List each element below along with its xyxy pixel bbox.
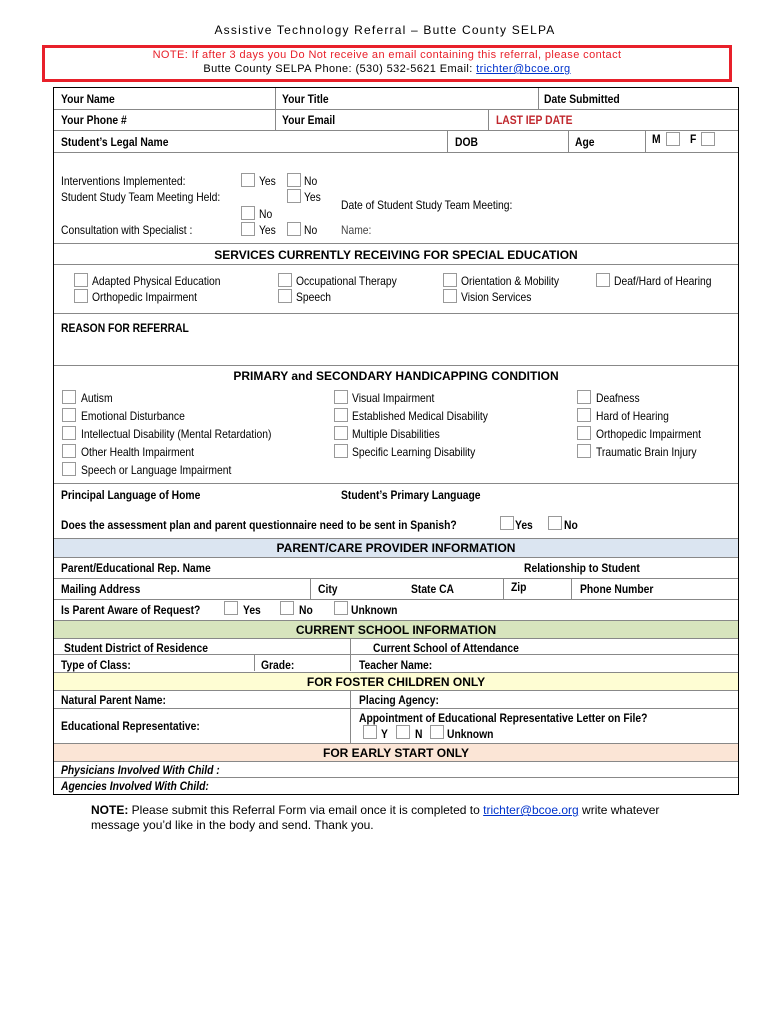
consultation-yes-checkbox[interactable] <box>241 222 255 236</box>
spanish-no-label: No <box>564 518 578 532</box>
parent-aware-yes-label: Yes <box>243 603 261 617</box>
district-of-residence-field[interactable]: Student District of Residence <box>64 641 208 655</box>
appointment-unknown-checkbox[interactable] <box>430 725 444 739</box>
service-ape-label: Adapted Physical Education <box>92 274 221 288</box>
dob-field[interactable]: DOB <box>455 135 478 149</box>
consultation-label: Consultation with Specialist : <box>61 223 193 237</box>
reason-for-referral-field[interactable]: REASON FOR REFERRAL <box>61 321 189 335</box>
female-checkbox[interactable] <box>701 132 715 146</box>
age-field[interactable]: Age <box>575 135 595 149</box>
referral-form <box>53 87 739 795</box>
city-field[interactable]: City <box>318 582 338 596</box>
last-iep-date-field[interactable]: LAST IEP DATE <box>496 113 573 127</box>
service-dhh-label: Deaf/Hard of Hearing <box>614 274 712 288</box>
sst-no-label: No <box>259 207 273 221</box>
handicap-hoh-checkbox[interactable] <box>577 408 591 422</box>
male-label: M <box>652 132 661 146</box>
your-title-field[interactable]: Your Title <box>282 92 329 106</box>
service-speech-checkbox[interactable] <box>278 289 292 303</box>
phone-number-field[interactable]: Phone Number <box>580 582 654 596</box>
service-speech-label: Speech <box>296 290 332 304</box>
footer-note <box>91 803 711 833</box>
parent-aware-unknown-checkbox[interactable] <box>334 601 348 615</box>
consultation-name-field[interactable]: Name: <box>341 223 372 237</box>
consultation-no-label: No <box>304 223 318 237</box>
handicap-sld-label: Specific Learning Disability <box>352 445 476 459</box>
contact-note <box>42 45 732 82</box>
school-header: CURRENT SCHOOL INFORMATION <box>295 623 497 637</box>
service-ot-label: Occupational Therapy <box>296 274 397 288</box>
handicap-oi-checkbox[interactable] <box>577 426 591 440</box>
spanish-no-checkbox[interactable] <box>548 516 562 530</box>
interventions-label: Interventions Implemented: <box>61 174 186 188</box>
appointment-y-checkbox[interactable] <box>363 725 377 739</box>
service-ortho-checkbox[interactable] <box>74 289 88 303</box>
type-of-class-field[interactable]: Type of Class: <box>61 658 131 672</box>
handicap-emd-label: Established Medical Disability <box>352 409 488 423</box>
school-of-attendance-field[interactable]: Current School of Attendance <box>373 641 519 655</box>
parent-aware-no-checkbox[interactable] <box>280 601 294 615</box>
handicap-vi-label: Visual Impairment <box>352 391 435 405</box>
grade-field[interactable]: Grade: <box>261 658 295 672</box>
placing-agency-field[interactable]: Placing Agency: <box>359 693 439 707</box>
note-line-1: NOTE: If after 3 days you Do Not receive an email containing this referral, please contact <box>152 49 622 61</box>
handicap-ohi-checkbox[interactable] <box>62 444 76 458</box>
handicap-header: PRIMARY and SECONDARY HANDICAPPING CONDITION <box>233 369 559 383</box>
handicap-oi-label: Orthopedic Impairment <box>596 427 701 441</box>
handicap-md-checkbox[interactable] <box>334 426 348 440</box>
handicap-id-label: Intellectual Disability (Mental Retardation) <box>81 427 272 441</box>
footer-note-label: NOTE: <box>91 803 129 817</box>
handicap-hoh-label: Hard of Hearing <box>596 409 669 423</box>
handicap-sli-checkbox[interactable] <box>62 462 76 476</box>
student-legal-name-field[interactable]: Student’s Legal Name <box>61 135 169 149</box>
handicap-emd-checkbox[interactable] <box>334 408 348 422</box>
date-submitted-field[interactable]: Date Submitted <box>544 92 620 106</box>
natural-parent-field[interactable]: Natural Parent Name: <box>61 693 166 707</box>
parent-rep-name-field[interactable]: Parent/Educational Rep. Name <box>61 561 211 575</box>
foster-header: FOR FOSTER CHILDREN ONLY <box>306 675 486 689</box>
sst-no-checkbox[interactable] <box>241 206 255 220</box>
appointment-question: Appointment of Educational Representative Letter on File? <box>359 711 648 725</box>
interventions-yes-label: Yes <box>259 174 276 188</box>
handicap-sld-checkbox[interactable] <box>334 444 348 458</box>
principal-language-field[interactable]: Principal Language of Home <box>61 488 201 502</box>
sst-date-field[interactable]: Date of Student Study Team Meeting: <box>341 198 513 212</box>
handicap-deaf-checkbox[interactable] <box>577 390 591 404</box>
state-field[interactable]: State CA <box>411 582 455 596</box>
handicap-deaf-label: Deafness <box>596 391 640 405</box>
parent-aware-unknown-label: Unknown <box>351 603 398 617</box>
handicap-id-checkbox[interactable] <box>62 426 76 440</box>
appointment-n-label: N <box>415 727 423 741</box>
service-ape-checkbox[interactable] <box>74 273 88 287</box>
parent-aware-question: Is Parent Aware of Request? <box>61 603 201 617</box>
consultation-no-checkbox[interactable] <box>287 222 301 236</box>
early-start-header: FOR EARLY START ONLY <box>322 746 470 760</box>
note-email-link[interactable]: trichter@bcoe.org <box>476 63 571 75</box>
handicap-sli-label: Speech or Language Impairment <box>81 463 232 477</box>
parent-aware-no-label: No <box>299 603 313 617</box>
educational-representative-field[interactable]: Educational Representative: <box>61 719 200 733</box>
service-om-checkbox[interactable] <box>443 273 457 287</box>
appointment-n-checkbox[interactable] <box>396 725 410 739</box>
handicap-ohi-label: Other Health Impairment <box>81 445 194 459</box>
interventions-no-checkbox[interactable] <box>287 173 301 187</box>
teacher-name-field[interactable]: Teacher Name: <box>359 658 433 672</box>
male-checkbox[interactable] <box>666 132 680 146</box>
services-header: SERVICES CURRENTLY RECEIVING FOR SPECIAL EDUCATION <box>214 248 578 262</box>
service-vision-label: Vision Services <box>461 290 532 304</box>
consultation-yes-label: Yes <box>259 223 276 237</box>
handicap-autism-checkbox[interactable] <box>62 390 76 404</box>
interventions-no-label: No <box>304 174 318 188</box>
parent-header: PARENT/CARE PROVIDER INFORMATION <box>276 541 516 555</box>
spanish-yes-label: Yes <box>515 518 533 532</box>
handicap-vi-checkbox[interactable] <box>334 390 348 404</box>
service-ot-checkbox[interactable] <box>278 273 292 287</box>
zip-field[interactable]: Zip <box>511 580 527 594</box>
handicap-tbi-label: Traumatic Brain Injury <box>596 445 697 459</box>
mailing-address-field[interactable]: Mailing Address <box>61 582 141 596</box>
handicap-tbi-checkbox[interactable] <box>577 444 591 458</box>
physicians-field[interactable]: Physicians Involved With Child : <box>61 763 220 777</box>
sst-yes-checkbox[interactable] <box>287 189 301 203</box>
sst-yes-label: Yes <box>304 190 321 204</box>
appointment-y-label: Y <box>381 727 388 741</box>
note-contact-text: Butte County SELPA Phone: (530) 532-5621 Email: <box>203 63 477 75</box>
service-om-label: Orientation & Mobility <box>461 274 560 288</box>
handicap-ed-checkbox[interactable] <box>62 408 76 422</box>
footer-email-link[interactable]: trichter@bcoe.org <box>483 803 579 817</box>
footer-text-1: Please submit this Referral Form via email once it is completed to <box>128 803 484 817</box>
handicap-ed-label: Emotional Disturbance <box>81 409 185 423</box>
handicap-md-label: Multiple Disabilities <box>352 427 440 441</box>
your-email-field[interactable]: Your Email <box>282 113 336 127</box>
female-label: F <box>690 132 697 146</box>
note-line-2 <box>45 62 729 76</box>
parent-aware-yes-checkbox[interactable] <box>224 601 238 615</box>
interventions-yes-checkbox[interactable] <box>241 173 255 187</box>
service-ortho-label: Orthopedic Impairment <box>92 290 197 304</box>
relationship-field[interactable]: Relationship to Student <box>524 561 640 575</box>
spanish-yes-checkbox[interactable] <box>500 516 514 530</box>
agencies-field[interactable]: Agencies Involved With Child: <box>61 779 209 793</box>
page-title: Assistive Technology Referral – Butte County SELPA <box>214 23 556 37</box>
appointment-unknown-label: Unknown <box>447 727 494 741</box>
student-language-field[interactable]: Student’s Primary Language <box>341 488 481 502</box>
your-name-field[interactable]: Your Name <box>61 92 115 106</box>
spanish-question: Does the assessment plan and parent questionnaire need to be sent in Spanish? <box>61 518 457 532</box>
sst-label: Student Study Team Meeting Held: <box>61 190 221 204</box>
footer-text-2: write whatever message you’d like in the body and send. Thank you. <box>91 803 660 832</box>
your-phone-field[interactable]: Your Phone # <box>61 113 127 127</box>
service-vision-checkbox[interactable] <box>443 289 457 303</box>
handicap-autism-label: Autism <box>81 391 113 405</box>
service-dhh-checkbox[interactable] <box>596 273 610 287</box>
